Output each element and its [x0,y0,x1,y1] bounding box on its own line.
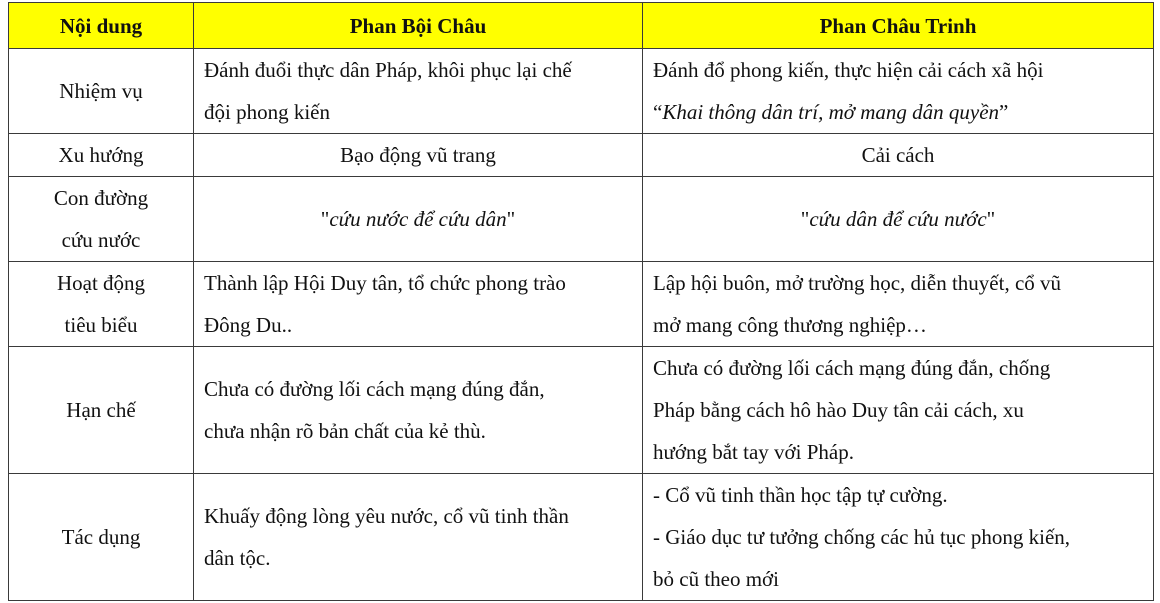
cell-line: Lập hội buôn, mở trường học, diễn thuyết, cổ vũ [653,271,1062,295]
cell-line: dân tộc. [204,546,271,570]
cell-line: - Cổ vũ tinh thần học tập tự cường. [653,483,948,507]
row-label-line: cứu nước [61,228,141,252]
cell-phan-boi-chau [194,347,643,474]
cell-phan-boi-chau [194,177,643,262]
quote-close: " [506,207,516,231]
row-label-line: Hoạt động [56,271,146,295]
cell-line: Đánh đổ phong kiến, thực hiện cải cách xã hội [653,58,1044,82]
cell-line: chưa nhận rõ bản chất của kẻ thù. [204,419,486,443]
header-phan-boi-chau: Phan Bội Châu [194,3,643,49]
cell-line: Đông Du.. [204,313,293,337]
quote-open: “ [653,100,663,124]
table-row-han-che [9,347,1154,474]
cell-phan-chau-trinh [643,474,1154,601]
cell-line: mở mang công thương nghiệp… [653,313,927,337]
cell-line: bỏ cũ theo mới [653,567,779,591]
cell-phan-chau-trinh [643,177,1154,262]
table-row-xu-huong [9,134,1154,177]
cell-line: Pháp bằng cách hô hào Duy tân cải cách, xu [653,398,1024,422]
row-label [9,347,194,474]
table-row-hoat-dong-tieu-bieu [9,262,1154,347]
cell-phan-chau-trinh [643,49,1154,134]
cell-phan-boi-chau [194,134,643,177]
row-label-line: Tác dụng [61,525,141,549]
cell-line: đội phong kiến [204,100,330,124]
quote-close: " [986,207,996,231]
quote-close: ” [999,100,1009,124]
cell-phan-boi-chau [194,262,643,347]
row-label [9,262,194,347]
cell-line: Cải cách [861,143,935,167]
header-content: Nội dung [9,3,194,49]
row-label-line: Hạn chế [66,398,136,422]
cell-line: Đánh đuổi thực dân Pháp, khôi phục lại chế [204,58,572,82]
quote-text: cứu nước để cứu dân [329,207,507,231]
cell-line: Chưa có đường lối cách mạng đúng đắn, chống [653,356,1051,380]
quote-open: " [800,207,810,231]
cell-line: Chưa có đường lối cách mạng đúng đắn, [204,377,545,401]
row-label-line: Nhiệm vụ [59,79,143,103]
row-label [9,474,194,601]
cell-phan-chau-trinh [643,134,1154,177]
cell-phan-chau-trinh [643,262,1154,347]
table-row-con-duong-cuu-nuoc [9,177,1154,262]
row-label-line: tiêu biểu [64,313,138,337]
row-label [9,134,194,177]
cell-line: Thành lập Hội Duy tân, tổ chức phong trào [204,271,566,295]
row-label-line: Xu hướng [58,143,144,167]
cell-line: Bạo động vũ trang [340,143,496,167]
row-label [9,177,194,262]
cell-phan-boi-chau [194,474,643,601]
cell-line: - Giáo dục tư tưởng chống các hủ tục phong kiến, [653,525,1071,549]
cell-line: hướng bắt tay với Pháp. [653,440,854,464]
cell-quote-line [653,91,1143,133]
cell-phan-boi-chau [194,49,643,134]
quote-open: " [320,207,330,231]
header-row [9,3,1154,49]
quote-text: Khai thông dân trí, mở mang dân quyền [662,100,1000,124]
cell-line: Khuấy động lòng yêu nước, cổ vũ tinh thần [204,504,569,528]
table-row-tac-dung [9,474,1154,601]
header-phan-chau-trinh: Phan Châu Trinh [643,3,1154,49]
table-header [9,3,1154,49]
table-row-nhiem-vu [9,49,1154,134]
comparison-table [8,2,1154,601]
row-label [9,49,194,134]
cell-phan-chau-trinh [643,347,1154,474]
row-label-line: Con đường [53,186,149,210]
quote-text: cứu dân để cứu nước [809,207,987,231]
